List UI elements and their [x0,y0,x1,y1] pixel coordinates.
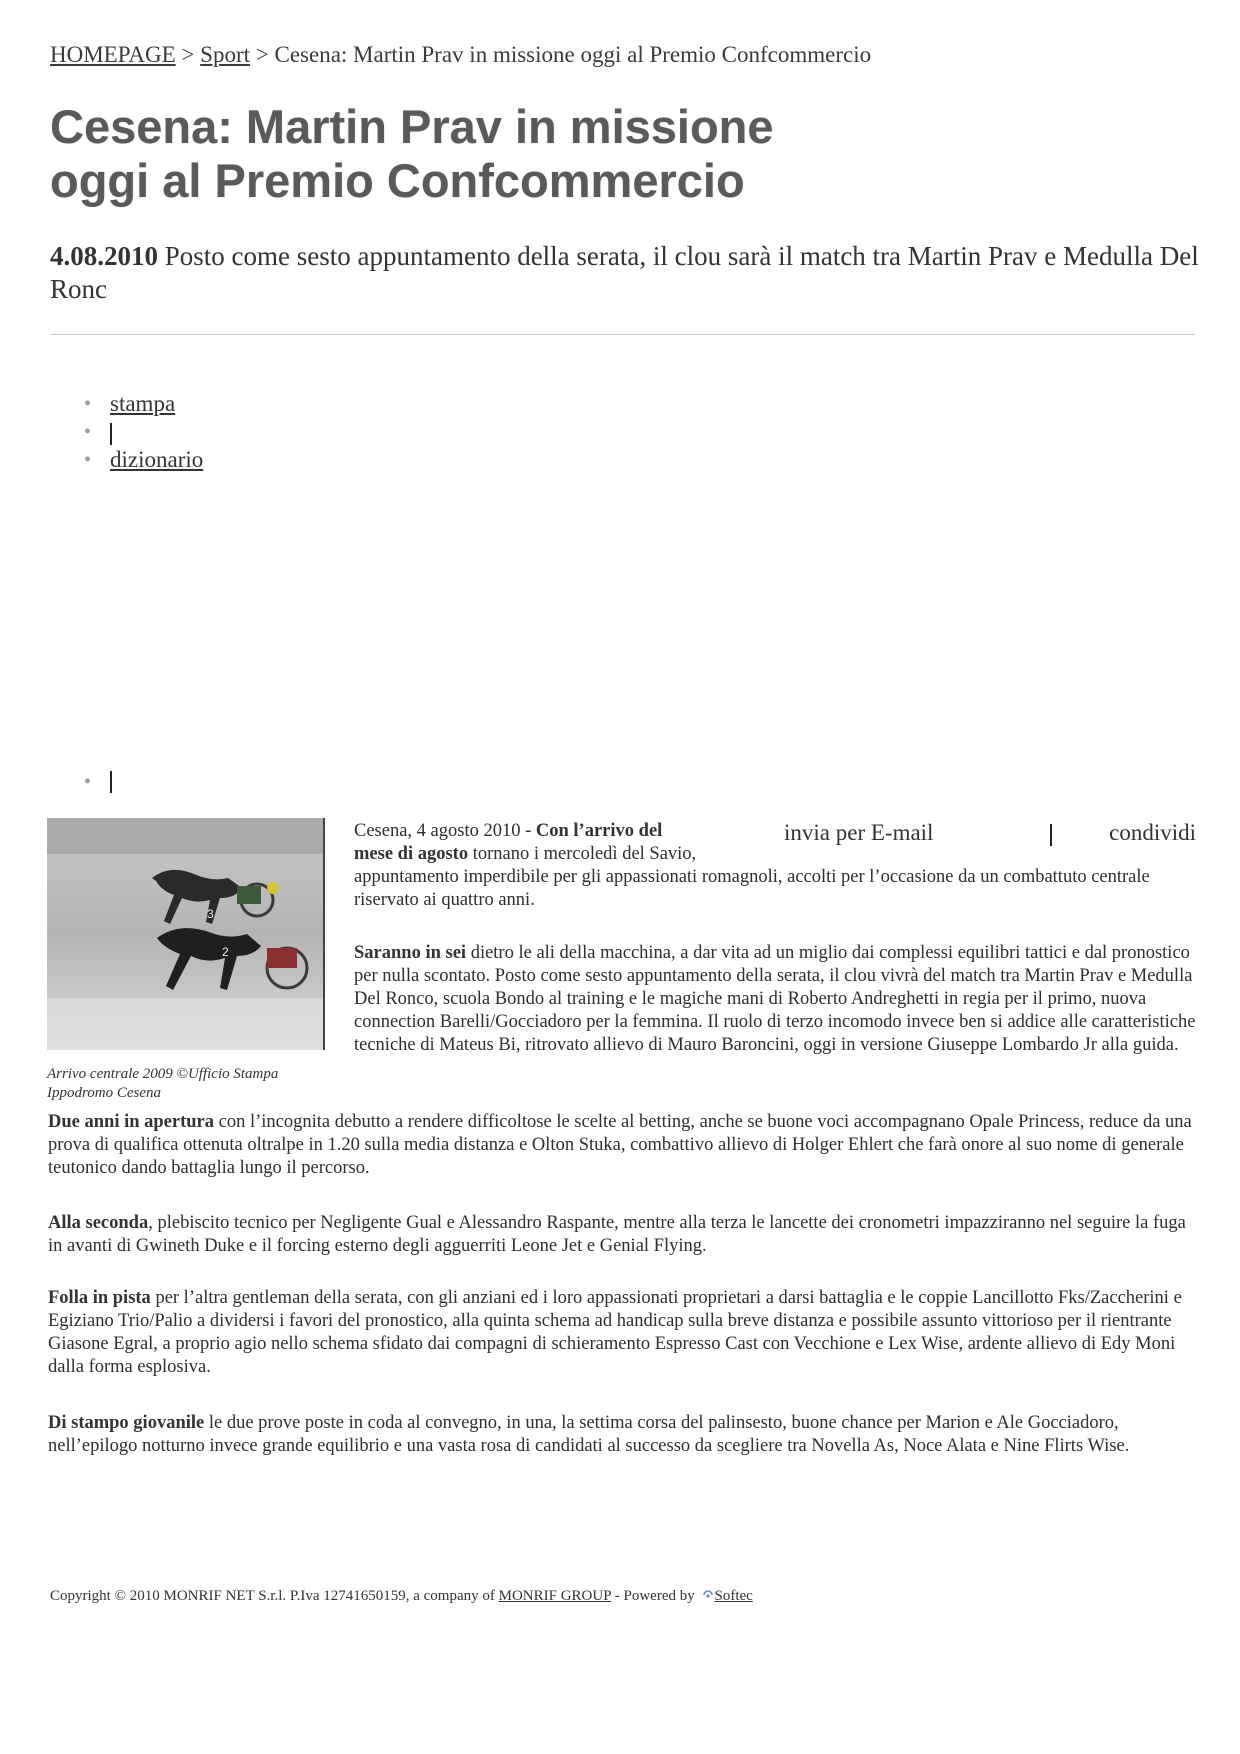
saddle-number: 2 [222,945,229,959]
share-button[interactable]: condividi [1109,820,1196,845]
softec-link[interactable]: Softec [714,1588,753,1604]
horse-race-photo-icon [47,818,323,1050]
breadcrumb-sport-link[interactable]: Sport [200,42,250,67]
article-subtitle [50,240,1200,306]
paragraph-lead-bold: Folla in pista [48,1288,151,1308]
paragraph-intro-continued: appuntamento imperdibile per gli appassionati romagnoli, accolti per l’occasione da un combattuto centrale riservato ai quattro anni. [354,867,1150,910]
powered-by-text: - Powered by [611,1588,699,1604]
paragraph [48,1111,1198,1180]
photo-caption: Arrivo centrale 2009 ©Ufficio Stampa Ippodromo Cesena [47,1066,279,1101]
article-tools [84,390,203,474]
paragraph-lead-bold: Due anni in apertura [48,1112,215,1132]
print-link[interactable]: stampa [110,391,176,416]
paragraph-lead-bold: Alla seconda [48,1213,149,1233]
article-photo[interactable] [47,818,325,1050]
article-title-line: Cesena: Martin Prav in missione [50,100,774,153]
dateline: Cesena, 4 agosto 2010 - [354,821,536,841]
breadcrumb [50,42,871,68]
tool-separator [110,771,112,793]
copyright-text: Copyright © 2010 MONRIF NET S.r.l. P.Iva 12741650159, a company of [50,1588,499,1604]
share-bar [784,820,1196,850]
paragraph [48,1212,1198,1258]
breadcrumb-separator: > [250,42,275,67]
tool-separator [110,423,112,445]
paragraph-lead-bold: Di stampo giovanile [48,1413,205,1433]
softec-logo-icon [702,1589,714,1601]
tool-list-secondary [84,768,112,796]
paragraph-text: dietro le ali della macchina, a dar vita ad un miglio dai complessi equilibri tattici e dal pronostico per nulla scontato. Posto come sesto appuntamento della serata, il clou vivrà del match tra Martin Prav e Medulla Del Ronco, scuola Bondo al training e le magiche mani di Roberto Andreghetti in regia per il primo, nuova connection Barelli/Gocciadoro per la femmina. Il ruolo di terzo incomodo invece ben si addice alle caratteristiche tecniche di Mateus Bi, ritrovato allievo di Mauro Baroncini, oggi in versione Giuseppe Lombardo Jr alla guida. [354,943,1196,1055]
article-title-line: oggi al Premio Confcommercio [50,154,745,207]
paragraph-lead-bold: Con l’arrivo del mese di agosto [354,821,663,864]
breadcrumb-home-link[interactable]: HOMEPAGE [50,42,176,67]
tool-item [84,768,112,796]
footer [50,1588,753,1605]
article-title [50,100,1050,208]
paragraph-text: , plebiscito tecnico per Negligente Gual e Alessandro Raspante, mentre alla terza le lancette dei cronometri impazziranno nel seguire la fuga in avanti di Gwineth Duke e il forcing esterno degli agguerriti Leone Jet e Genial Flying. [48,1213,1186,1256]
paragraph [354,942,1199,1057]
paragraph-lead-bold: Saranno in sei [354,943,467,963]
article-date: 4.08.2010 [50,241,158,271]
paragraph-text: tornano i mercoledì del Savio, [468,844,697,864]
breadcrumb-current: Cesena: Martin Prav in missione oggi al Premio Confcommercio [274,42,872,67]
monrif-group-link[interactable]: MONRIF GROUP [498,1588,611,1604]
breadcrumb-separator: > [175,42,201,67]
tool-item [84,418,203,446]
paragraph-text: con l’incognita debutto a rendere difficoltose le scelte al betting, anche se buone voci accompagnano Opale Princess, reduce da una prova di qualifica ottenuta oltralpe in 1.20 sulla media distanza e Olton Stuka, combattivo allievo di Holger Ehlert che farà onore al suo nome di generale teutonico dando battaglia lungo il percorso. [48,1112,1192,1178]
paragraph-intro [354,820,704,866]
article-summary: Posto come sesto appuntamento della serata, il clou sarà il match tra Martin Prav e Medulla Del Ronc [50,241,1199,304]
email-share-button[interactable]: invia per E-mail [784,820,934,845]
tool-item [84,446,203,474]
paragraph [48,1412,1198,1458]
divider [50,334,1195,335]
share-separator [1050,824,1052,846]
tool-item [84,390,203,418]
paragraph [48,1287,1198,1379]
paragraph-text: le due prove poste in coda al convegno, in una, la settima corsa del palinsesto, buone chance per Marion e Ale Gocciadoro, nell’epilogo notturno invece grande equilibrio e una vasta rosa di candidati al successo da scegliere tra Novella As, Noce Alata e Nine Flirts Wise. [48,1413,1130,1456]
paragraph-text: per l’altra gentleman della serata, con gli anziani ed i loro appassionati proprietari a darsi battaglia e le coppie Lancillotto Fks/Zaccherini e Egiziano Trio/Palio a dividersi i favori del pronostico, alla quinta schema ad handicap sulla breve distanza e possibile assunto vittorioso per il rientrante Giasone Egral, a proprio agio nello schema sfidato dai compagni di schieramento Espresso Cast con Vecchione e Lex Wise, ardente allievo di Edy Moni dalla forma esplosiva. [48,1288,1182,1377]
dictionary-link[interactable]: dizionario [110,447,204,472]
saddle-number: 3 [207,907,214,921]
